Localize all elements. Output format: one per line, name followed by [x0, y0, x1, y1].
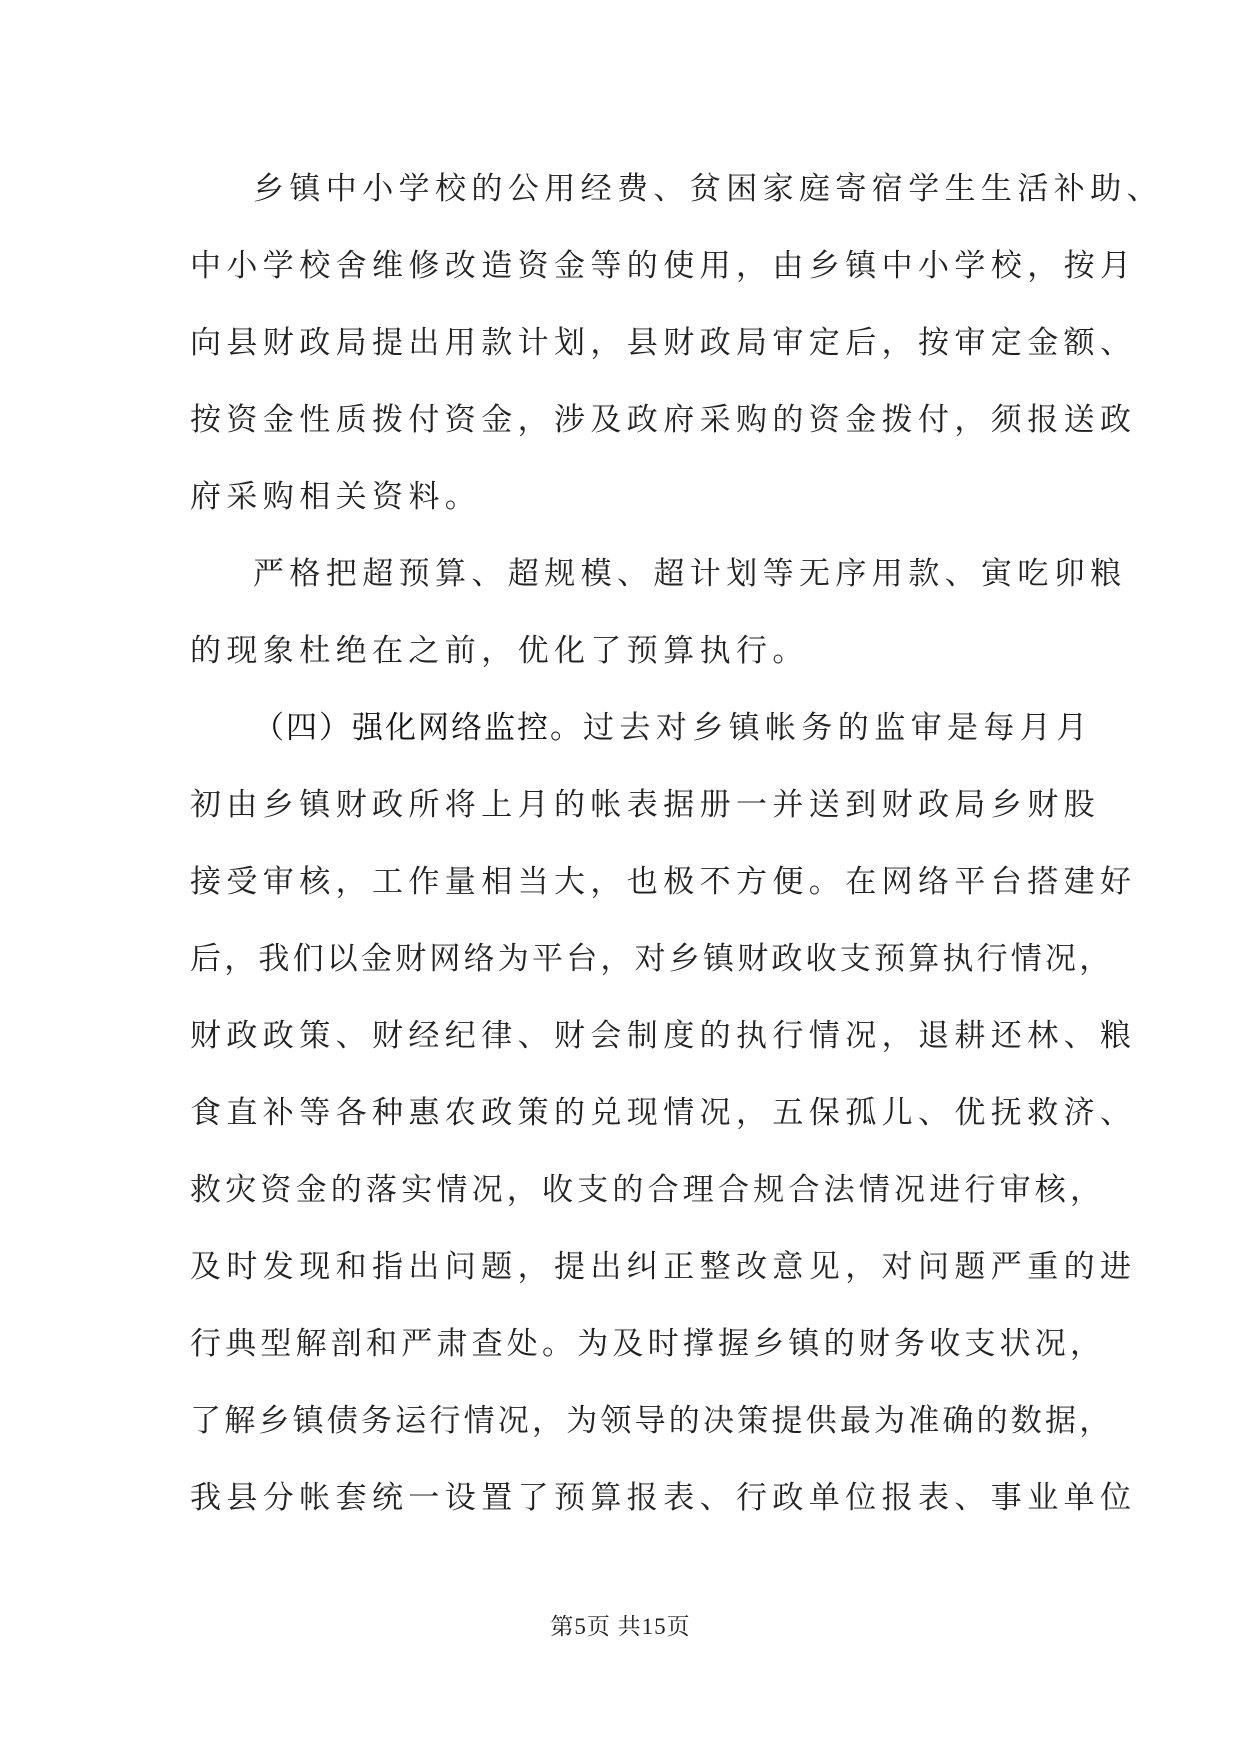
paragraph-line: 我县分帐套统一设置了预算报表、行政单位报表、事业单位: [190, 1480, 1137, 1516]
paragraph-line: 府采购相关资料。: [190, 479, 482, 515]
paragraph-line: 的现象杜绝在之前，优化了预算执行。: [190, 633, 809, 669]
paragraph-line: 后，我们以金财网络为平台，对乡镇财政收支预算执行情况，: [190, 941, 1114, 977]
paragraph-line: 财政政策、财经纪律、财会制度的执行情况，退耕还林、粮: [190, 1018, 1137, 1054]
paragraph-line: 向县财政局提出用款计划，县财政局审定后，按审定金额、: [190, 325, 1137, 361]
section-heading-line: [253, 703, 1153, 753]
paragraph-line: 食直补等各种惠农政策的兑现情况，五保孤儿、优抚救济、: [190, 1095, 1137, 1131]
paragraph-line: 救灾资金的落实情况，收支的合理合规合法情况进行审核，: [190, 1172, 1106, 1208]
paragraph-line: 及时发现和指出问题，提出纠正整改意见，对问题严重的进: [190, 1249, 1137, 1285]
section-heading: （四）强化网络监控。: [253, 710, 583, 746]
paragraph-line: 严格把超预算、超规模、超计划等无序用款、寅吃卯粮: [253, 556, 1127, 592]
paragraph-line: 初由乡镇财政所将上月的帐表据册一并送到财政局乡财股: [190, 787, 1100, 823]
page-number-footer: 第5页 共15页: [550, 1614, 691, 1639]
paragraph-line: 中小学校舍维修改造资金等的使用，由乡镇中小学校，按月: [190, 248, 1137, 284]
paragraph-line: 按资金性质拨付资金，涉及政府采购的资金拨付，须报送政: [190, 402, 1137, 438]
paragraph-line: 乡镇中小学校的公用经费、贫困家庭寄宿学生生活补助、: [253, 171, 1163, 207]
paragraph-text: 过去对乡镇帐务的监审是每月月: [583, 710, 1093, 746]
paragraph-line: 行典型解剖和严肃查处。为及时撑握乡镇的财务收支状况，: [190, 1326, 1106, 1362]
paragraph-line: 接受审核，工作量相当大，也极不方便。在网络平台搭建好: [190, 864, 1137, 900]
paragraph-line: 了解乡镇债务运行情况，为领导的决策提供最为准确的数据，: [190, 1403, 1114, 1439]
